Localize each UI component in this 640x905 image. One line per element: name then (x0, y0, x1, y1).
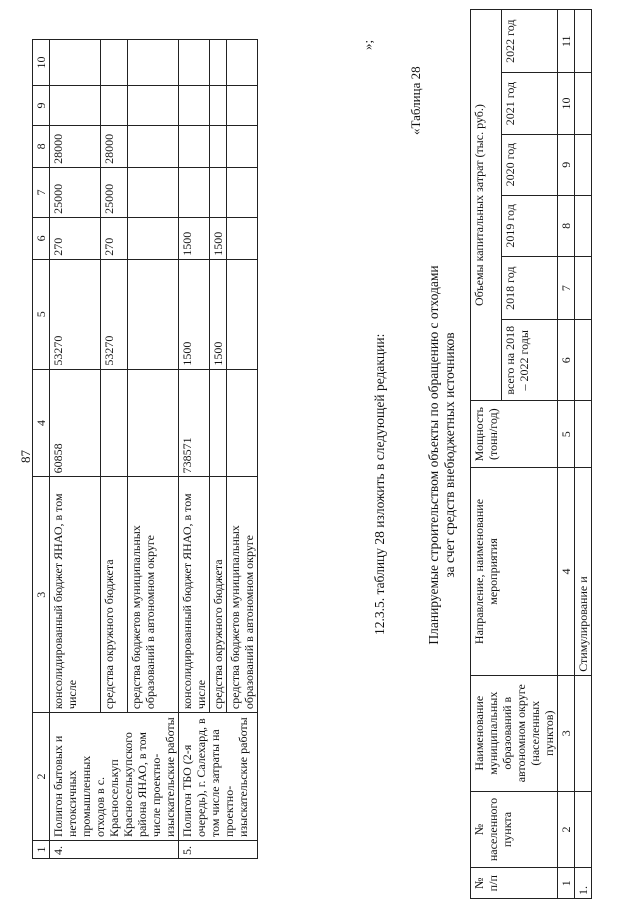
value-cell (179, 125, 210, 167)
value-cell: 1500 (179, 259, 210, 369)
funding-source: средства бюджетов муниципальных образований в автономном округе (128, 477, 179, 713)
empty-cell (575, 791, 592, 868)
value-cell (128, 85, 179, 125)
column-number: 6 (558, 320, 575, 401)
header-num: № п/п (471, 868, 558, 899)
object-name: Полигон ТБО (2-я очередь), г. Салехард, в том числе затраты на проектно-изыскательские работы (179, 713, 258, 841)
amendment-text: 12.3.5. таблицу 28 изложить в следующей редакции: (372, 333, 387, 635)
index-row (558, 10, 575, 899)
header-year: 2020 год (501, 134, 557, 195)
empty-cell (575, 10, 592, 73)
direction-text: Стимулирование и (575, 468, 592, 676)
column-number: 6 (33, 217, 50, 259)
object-name: Полигон бытовых и нетоксичных промышленных отходов в с. Красноселькуп Красноселькупского района ЯНАО, в том числе проектно-изыскательские работы (50, 713, 179, 841)
column-number: 1 (558, 868, 575, 899)
row-number: 1. (575, 868, 592, 899)
column-number: 1 (33, 841, 50, 859)
column-number: 2 (558, 791, 575, 868)
header-capacity: Мощность (тонн/год) (471, 401, 558, 468)
value-cell (128, 259, 179, 369)
table-row (179, 40, 210, 859)
empty-cell (575, 320, 592, 401)
column-number: 10 (558, 73, 575, 134)
value-cell: 25000 (50, 167, 101, 217)
value-cell: 60858 (50, 369, 101, 477)
value-cell (50, 40, 101, 86)
page-number: 87 (18, 450, 33, 463)
value-cell (100, 40, 128, 86)
column-number: 4 (33, 369, 50, 477)
value-cell (179, 85, 210, 125)
value-cell (128, 167, 179, 217)
header-year: 2019 год (501, 195, 557, 256)
header-settlement-number: № населенного пункта (471, 791, 558, 868)
funding-source: консолидированный бюджет ЯНАО, в том числе (179, 477, 210, 713)
funding-source: средства бюджетов муниципальных образований в автономном округе (227, 477, 258, 713)
column-number: 4 (558, 468, 575, 676)
column-number: 5 (33, 259, 50, 369)
header-capex: Объемы капитальных затрат (тыс. руб.) (471, 10, 502, 401)
value-cell: 738571 (179, 369, 210, 477)
value-cell (227, 167, 258, 217)
value-cell (179, 167, 210, 217)
value-cell (210, 125, 227, 167)
funding-source: средства окружного бюджета (210, 477, 227, 713)
value-cell (128, 40, 179, 86)
column-number: 3 (33, 477, 50, 713)
funding-source: средства окружного бюджета (100, 477, 128, 713)
value-cell (100, 85, 128, 125)
value-cell (210, 40, 227, 86)
header-direction: Направление, наименование мероприятия (471, 468, 558, 676)
value-cell: 53270 (100, 259, 128, 369)
closing-quote: »; (360, 39, 375, 50)
table-row (575, 10, 592, 899)
empty-cell (575, 256, 592, 319)
column-number: 11 (558, 10, 575, 73)
header-total: всего на 2018 – 2022 годы (501, 320, 557, 401)
column-number: 10 (33, 40, 50, 86)
value-cell (128, 217, 179, 259)
value-cell (227, 217, 258, 259)
caption-line-2: за счет средств внебюджетных источников (442, 332, 457, 578)
value-cell: 25000 (100, 167, 128, 217)
row-number: 4. (50, 841, 179, 859)
value-cell (128, 369, 179, 477)
empty-cell (575, 195, 592, 256)
value-cell: 1500 (179, 217, 210, 259)
empty-cell (575, 401, 592, 468)
header-year: 2021 год (501, 73, 557, 134)
value-cell: 28000 (100, 125, 128, 167)
table-28 (470, 9, 592, 899)
column-number: 2 (33, 713, 50, 841)
row-number: 5. (179, 841, 258, 859)
value-cell (179, 40, 210, 86)
column-number: 5 (558, 401, 575, 468)
value-cell: 53270 (50, 259, 101, 369)
header-year: 2022 год (501, 10, 557, 73)
value-cell (227, 369, 258, 477)
column-number: 8 (558, 195, 575, 256)
empty-cell (575, 675, 592, 791)
table-caption (426, 155, 458, 755)
header-year: 2018 год (501, 256, 557, 319)
caption-line-1: Планируемые строительством объекты по обращению с отходами (426, 265, 441, 645)
empty-cell (575, 73, 592, 134)
value-cell (50, 85, 101, 125)
value-cell: 28000 (50, 125, 101, 167)
value-cell: 270 (100, 217, 128, 259)
value-cell (227, 40, 258, 86)
value-cell: 270 (50, 217, 101, 259)
empty-cell (575, 134, 592, 195)
value-cell (210, 167, 227, 217)
value-cell: 1500 (210, 259, 227, 369)
value-cell (227, 125, 258, 167)
table-continuation (32, 39, 258, 859)
header-row-1 (471, 10, 502, 899)
funding-source: консолидированный бюджет ЯНАО, в том числе (50, 477, 101, 713)
header-number-row (33, 40, 50, 859)
value-cell (128, 125, 179, 167)
column-number: 3 (558, 675, 575, 791)
table-row (50, 40, 101, 859)
column-number: 8 (33, 125, 50, 167)
column-number: 7 (558, 256, 575, 319)
value-cell (210, 85, 227, 125)
table-reference: «Таблица 28 (408, 66, 423, 135)
column-number: 9 (558, 134, 575, 195)
value-cell: 1500 (210, 217, 227, 259)
value-cell (227, 259, 258, 369)
value-cell (100, 369, 128, 477)
header-municipality: Наименование муниципальных образований в автономном округе (населенных пунктов) (471, 675, 558, 791)
column-number: 9 (33, 85, 50, 125)
value-cell (227, 85, 258, 125)
value-cell (210, 369, 227, 477)
column-number: 7 (33, 167, 50, 217)
